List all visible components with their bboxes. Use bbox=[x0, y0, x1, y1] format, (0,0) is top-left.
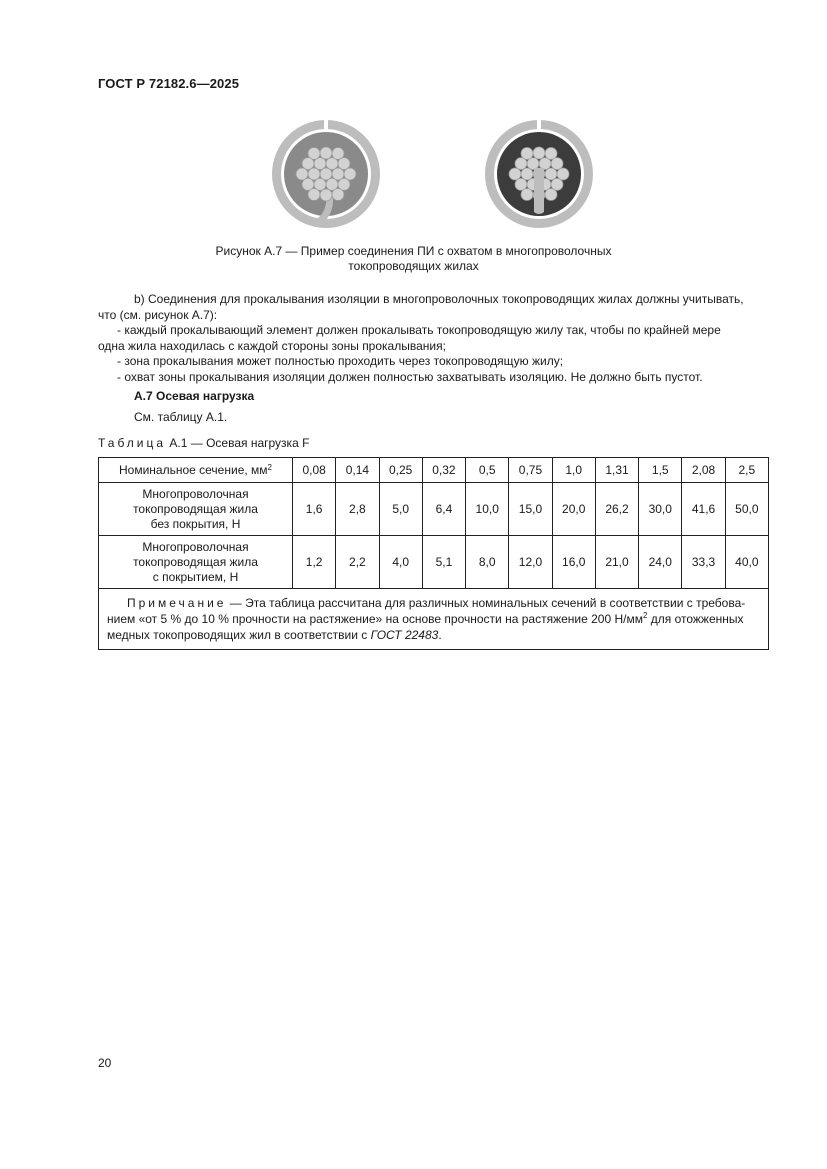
value-cell: 1,2 bbox=[293, 536, 336, 589]
table-title bbox=[98, 436, 309, 450]
bullet-item: - зона прокалывания может полностью проходить через токопроводящую жилу; bbox=[117, 354, 564, 369]
value-cell: 50,0 bbox=[725, 483, 768, 536]
value-cell: 2,8 bbox=[336, 483, 379, 536]
figure-a7 bbox=[270, 118, 610, 230]
table-row bbox=[99, 483, 769, 536]
value-cell: 12,0 bbox=[509, 536, 552, 589]
value-cell: 4,0 bbox=[379, 536, 422, 589]
header-cell: 0,08 bbox=[293, 458, 336, 483]
value-cell: 2,2 bbox=[336, 536, 379, 589]
table-reference: См. таблицу А.1. bbox=[134, 410, 228, 424]
bullet-item: - охват зоны прокалывания изоляции должен полностью захватывать изоляцию. Не должно быть пустот. bbox=[117, 369, 703, 384]
standard-reference: ГОСТ 22483 bbox=[370, 628, 439, 642]
value-cell: 5,0 bbox=[379, 483, 422, 536]
value-cell: 1,6 bbox=[293, 483, 336, 536]
table-note: Примечание — Эта таблица рассчитана для различных номинальных сечений в соответствии с требованием «от 5 % до 10 % прочности на растяжение» на основе прочности на растяжение 200 $Н/мм^2$ для отожженных медных токопроводящих жил в соответствии с ГОСТ 22483. bbox=[99, 589, 769, 650]
value-cell: 33,3 bbox=[682, 536, 725, 589]
value-cell: 30,0 bbox=[639, 483, 682, 536]
figure-caption bbox=[150, 244, 677, 274]
header-cell: 2,5 bbox=[725, 458, 768, 483]
page-number: 20 bbox=[98, 1056, 112, 1070]
value-cell: 8,0 bbox=[466, 536, 509, 589]
value-cell: 20,0 bbox=[552, 483, 595, 536]
header-cell: 2,08 bbox=[682, 458, 725, 483]
bullet-item bbox=[98, 323, 769, 354]
header-cell: 0,75 bbox=[509, 458, 552, 483]
paragraph-line: что (см. рисунок А.7): bbox=[98, 307, 218, 322]
caption-line: Рисунок А.7 — Пример соединения ПИ с охватом в многопроволочных bbox=[215, 244, 612, 258]
table-title-rest: А.1 — Осевая нагрузка F bbox=[166, 436, 310, 450]
value-cell: 6,4 bbox=[422, 483, 465, 536]
header-cell: 0,14 bbox=[336, 458, 379, 483]
header-cell: 1,31 bbox=[595, 458, 638, 483]
row-label-cell: Многопроволочная токопроводящая жила с покрытием, Н bbox=[99, 536, 293, 589]
header-cell: 0,32 bbox=[422, 458, 465, 483]
paragraph-line: одна жила находилась с каждой стороны зоны прокалывания; bbox=[98, 338, 446, 353]
axial-load-table bbox=[98, 457, 769, 650]
cable-cross-section-dark-figure bbox=[483, 118, 595, 230]
document-header: ГОСТ Р 72182.6—2025 bbox=[98, 76, 240, 91]
table-title-word: Таблица bbox=[98, 436, 167, 450]
paragraph-line: b) Соединения для прокалывания изоляции в многопроволочных токопроводящих жилах должны учитывать, bbox=[134, 292, 744, 306]
value-cell: 26,2 bbox=[595, 483, 638, 536]
value-cell: 41,6 bbox=[682, 483, 725, 536]
header-cell: 0,25 bbox=[379, 458, 422, 483]
table-header-row bbox=[99, 458, 769, 483]
row-label-cell: Многопроволочная токопроводящая жила без покрытия, Н bbox=[99, 483, 293, 536]
caption-line: токопроводящих жилах bbox=[348, 259, 479, 273]
value-cell: 21,0 bbox=[595, 536, 638, 589]
cable-cross-section-light-figure bbox=[270, 118, 382, 230]
value-cell: 10,0 bbox=[466, 483, 509, 536]
value-cell: 5,1 bbox=[422, 536, 465, 589]
section-title: А.7 Осевая нагрузка bbox=[134, 389, 255, 403]
value-cell: 15,0 bbox=[509, 483, 552, 536]
paragraph-b bbox=[98, 292, 769, 386]
header-cell: 0,5 bbox=[466, 458, 509, 483]
table-row bbox=[99, 536, 769, 589]
table-note-row bbox=[99, 589, 769, 650]
header-label-cell: Номинальное сечение, $мм^2$ bbox=[99, 458, 293, 483]
value-cell: 40,0 bbox=[725, 536, 768, 589]
header-cell: 1,0 bbox=[552, 458, 595, 483]
value-cell: 24,0 bbox=[639, 536, 682, 589]
value-cell: 16,0 bbox=[552, 536, 595, 589]
piercing-element bbox=[534, 168, 544, 214]
paragraph-line: - каждый прокалывающий элемент должен прокалывать токопроводящую жилу так, чтобы по крайней мере bbox=[117, 323, 721, 338]
header-cell: 1,5 bbox=[639, 458, 682, 483]
note-label: Примечание bbox=[127, 596, 227, 610]
